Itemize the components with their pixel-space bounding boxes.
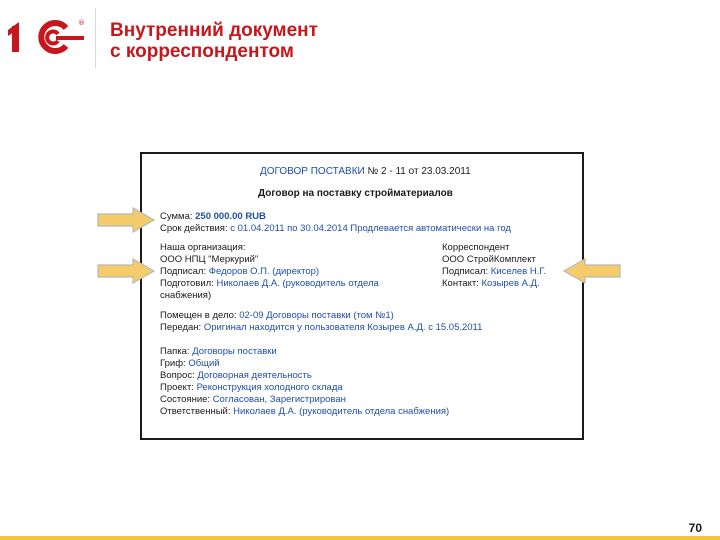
access-row [160, 358, 220, 369]
access-link[interactable]: Общий [188, 358, 220, 369]
signed-row [160, 266, 319, 277]
project-label: Проект: [160, 382, 194, 393]
doc-header [260, 166, 471, 177]
slide-header [0, 0, 720, 70]
arrow-right-icon [97, 258, 155, 284]
responsible-label: Ответственный: [160, 406, 231, 417]
corr-link[interactable]: ООО СтройКомплект [442, 254, 536, 265]
transferred-row [160, 322, 482, 333]
header-divider [95, 8, 96, 68]
svg-text:®: ® [78, 19, 85, 27]
doc-subject: Договор на поставку стройматериалов [258, 188, 453, 199]
term-value: с 01.04.2011 по 30.04.2014 Продлевается автоматически на год [230, 223, 511, 234]
access-label: Гриф: [160, 358, 186, 369]
folder-row [160, 346, 277, 357]
placed-row [160, 310, 394, 321]
corr-label: Корреспондент [442, 242, 510, 253]
doc-type-link[interactable]: ДОГОВОР ПОСТАВКИ [260, 166, 365, 177]
term-label: Срок действия: [160, 223, 228, 234]
question-label: Вопрос: [160, 370, 195, 381]
sum-value: 250 000.00 RUB [195, 211, 266, 222]
corr-signed-label: Подписал: [442, 266, 489, 277]
arrow-left-icon [563, 258, 621, 284]
contact-link[interactable]: Козырев А.Д. [481, 278, 540, 289]
project-row [160, 382, 343, 393]
signed-label: Подписал: [160, 266, 207, 277]
project-link[interactable]: Реконструкция холодного склада [196, 382, 343, 393]
our-org-label: Наша организация: [160, 242, 246, 253]
doc-number: № 2 - 11 от 23.03.2011 [367, 166, 471, 177]
folder-label: Папка: [160, 346, 190, 357]
term-row [160, 223, 511, 234]
placed-link[interactable]: 02-09 Договоры поставки (том №1) [239, 310, 394, 321]
responsible-link[interactable]: Николаев Д.А. (руководитель отдела снабжения) [233, 406, 450, 417]
transferred-value: Оригинал находится у пользователя Козырев А.Д. с 15.05.2011 [203, 322, 483, 333]
prepared-link-cont[interactable]: снабжения) [160, 290, 212, 301]
our-org-link[interactable]: ООО НПЦ "Меркурий" [160, 254, 259, 265]
question-row [160, 370, 312, 381]
question-link[interactable]: Договорная деятельность [197, 370, 312, 381]
prepared-row [160, 278, 379, 289]
placed-label: Помещен в дело: [160, 310, 237, 321]
prepared-link[interactable]: Николаев Д.А. (руководитель отдела [216, 278, 379, 289]
page-title [110, 20, 318, 62]
state-label: Состояние: [160, 394, 211, 405]
document-card [140, 152, 584, 440]
1c-logo [8, 16, 86, 56]
arrow-right-icon [97, 207, 155, 233]
title-line-1: Внутренний документ [110, 20, 318, 41]
folder-link[interactable]: Договоры поставки [192, 346, 277, 357]
contact-label: Контакт: [442, 278, 479, 289]
prepared-label: Подготовил: [160, 278, 214, 289]
corr-signed-link[interactable]: Киселев Н.Г. [490, 266, 546, 277]
sum-label: Сумма: [160, 211, 193, 222]
state-link[interactable]: Согласован, Зарегистрирован [212, 394, 346, 405]
state-row [160, 394, 346, 405]
responsible-row [160, 406, 449, 417]
signed-link[interactable]: Федоров О.П. (директор) [208, 266, 320, 277]
page-number: 70 [688, 521, 702, 535]
sum-row [160, 211, 266, 222]
corr-signed-row [442, 266, 546, 277]
contact-row [442, 278, 540, 289]
bottom-accent-bar [0, 536, 720, 540]
transferred-label: Передан: [160, 322, 202, 333]
title-line-2: с корреспондентом [110, 41, 294, 62]
